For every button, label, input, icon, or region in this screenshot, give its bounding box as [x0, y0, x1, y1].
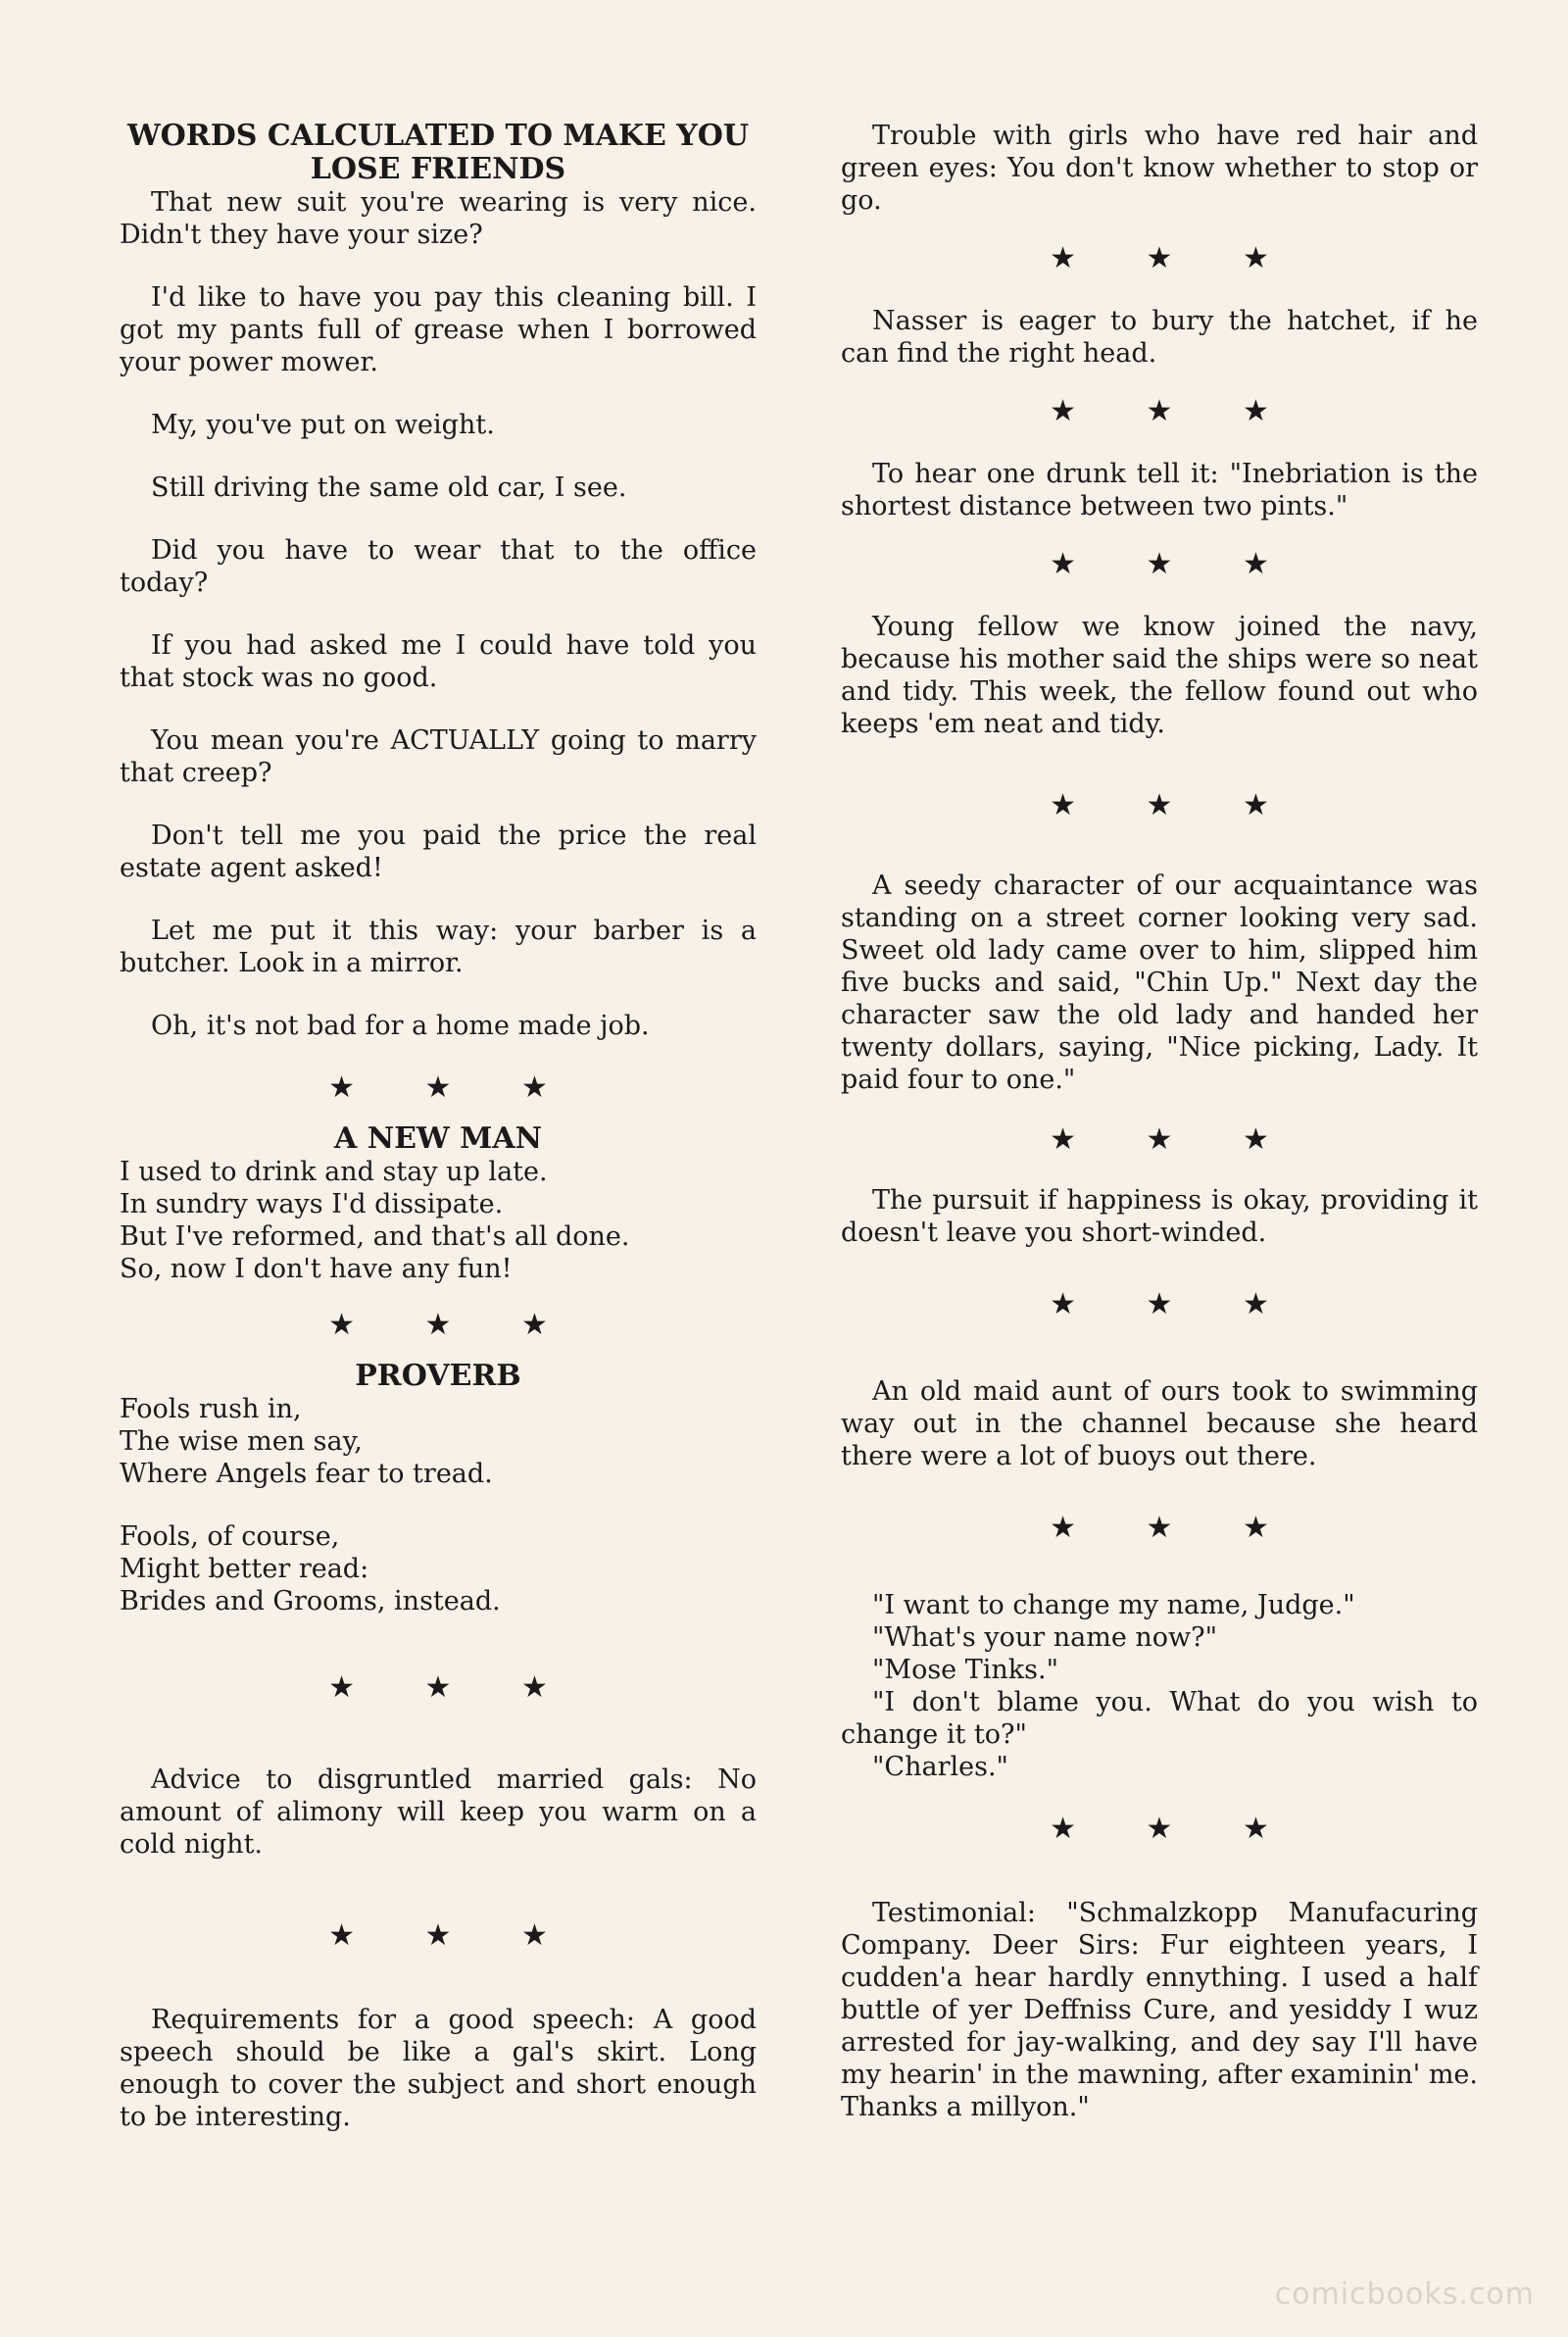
poem-line: I used to drink and stay up late. [120, 1157, 548, 1187]
dialogue-line: "Mose Tinks." [872, 1655, 1058, 1685]
star-separator: ★ ★ ★ [328, 1308, 548, 1342]
joke-item: Young fellow we know joined the navy, because his mother said the ships were so neat and tidy. This week, the fellow found out who keeps 'em neat and tidy. [841, 612, 1478, 739]
star-separator: ★ ★ ★ [1050, 1122, 1269, 1157]
star-separator: ★ ★ ★ [1050, 1287, 1269, 1321]
poem-line: The wise men say, [120, 1426, 363, 1457]
dialogue-line: "I don't blame you. What do you wish to change it to?" [841, 1687, 1478, 1750]
watermark: comicbooks.com [1274, 2277, 1535, 2312]
heading-line: LOSE FRIENDS [310, 152, 566, 186]
section-heading-words [120, 120, 757, 186]
poem-line: Fools rush in, [120, 1394, 302, 1424]
section-heading-new-man: A NEW MAN [333, 1121, 543, 1156]
star-separator: ★ ★ ★ [1050, 547, 1269, 581]
poem-a-new-man [120, 1156, 757, 1285]
poem-line: Where Angels fear to tread. [120, 1459, 493, 1489]
joke-item: Still driving the same old car, I see. [151, 472, 627, 503]
joke-item: Did you have to wear that to the office today? [120, 535, 757, 598]
joke-item: Trouble with girls who have red hair and green eyes: You don't know whether to stop or go. [841, 121, 1478, 216]
dialogue-line: "I want to change my name, Judge." [872, 1590, 1355, 1620]
joke-item: Don't tell me you paid the price the real estate agent asked! [120, 820, 757, 883]
joke-item: I'd like to have you pay this cleaning bill. I got my pants full of grease when I borrowed your power mower. [120, 282, 757, 377]
joke-item: Testimonial: "Schmalzkopp Manufacuring Company. Deer Sirs: Fur eighteen years, I cudden'a hear hardly ennything. I used a half buttle of yer Deffniss Cure, and yesiddy I wuz arrested for jay-walking, and dey say I'll have my hearin' in the mawning, after examinin' me. Thanks a millyon." [841, 1898, 1478, 2122]
left-column [120, 120, 757, 2133]
joke-item: Advice to disgruntled married gals: No amount of alimony will keep you warm on a cold night. [120, 1765, 757, 1860]
joke-item: The pursuit if happiness is okay, providing it doesn't leave you short-winded. [841, 1185, 1478, 1248]
poem-line: Fools, of course, [120, 1521, 340, 1552]
star-separator: ★ ★ ★ [1050, 1511, 1269, 1545]
poem-line: But I've reformed, and that's all done. [120, 1221, 630, 1252]
joke-item: To hear one drunk tell it: "Inebriation is the shortest distance between two pints." [841, 459, 1478, 522]
star-separator: ★ ★ ★ [1050, 1812, 1269, 1846]
section-heading-proverb: PROVERB [355, 1359, 521, 1393]
poem-line: In sundry ways I'd dissipate. [120, 1189, 504, 1219]
heading-line: WORDS CALCULATED TO MAKE YOU [126, 119, 750, 153]
dialogue-block [841, 1589, 1478, 1783]
star-separator: ★ ★ ★ [1050, 788, 1269, 822]
joke-item: You mean you're ACTUALLY going to marry that creep? [120, 725, 757, 788]
joke-item: If you had asked me I could have told you that stock was no good. [120, 630, 757, 693]
joke-item: An old maid aunt of ours took to swimming way out in the channel because she heard there were a lot of buoys out there. [841, 1376, 1478, 1471]
joke-item: A seedy character of our acquaintance was standing on a street corner looking very sad. Sweet old lady came over to him, slipped him five bucks and said, "Chin Up." Next day the character saw the old lady and handed her twenty dollars, saying, "Nice picking, Lady. It paid four to one." [841, 870, 1478, 1095]
star-separator: ★ ★ ★ [328, 1670, 548, 1705]
poem-line: So, now I don't have any fun! [120, 1254, 513, 1284]
star-separator: ★ ★ ★ [328, 1918, 548, 1953]
star-separator: ★ ★ ★ [1050, 394, 1269, 428]
poem-line: Might better read: [120, 1554, 369, 1584]
star-separator: ★ ★ ★ [328, 1070, 548, 1105]
joke-item: Nasser is eager to bury the hatchet, if he can find the right head. [841, 306, 1478, 369]
poem-proverb [120, 1393, 757, 1617]
joke-item: That new suit you're wearing is very nice. Didn't they have your size? [120, 187, 757, 250]
joke-item: Oh, it's not bad for a home made job. [151, 1011, 650, 1041]
dialogue-line: "Charles." [872, 1752, 1008, 1782]
joke-item: My, you've put on weight. [151, 410, 495, 440]
poem-line: Brides and Grooms, instead. [120, 1586, 501, 1616]
star-separator: ★ ★ ★ [1050, 241, 1269, 275]
joke-item: Requirements for a good speech: A good speech should be like a gal's skirt. Long enough to cover the subject and short enough to be interesting. [120, 2005, 757, 2132]
joke-item: Let me put it this way: your barber is a butcher. Look in a mirror. [120, 916, 757, 978]
dialogue-line: "What's your name now?" [872, 1622, 1218, 1653]
right-column [841, 120, 1478, 2123]
